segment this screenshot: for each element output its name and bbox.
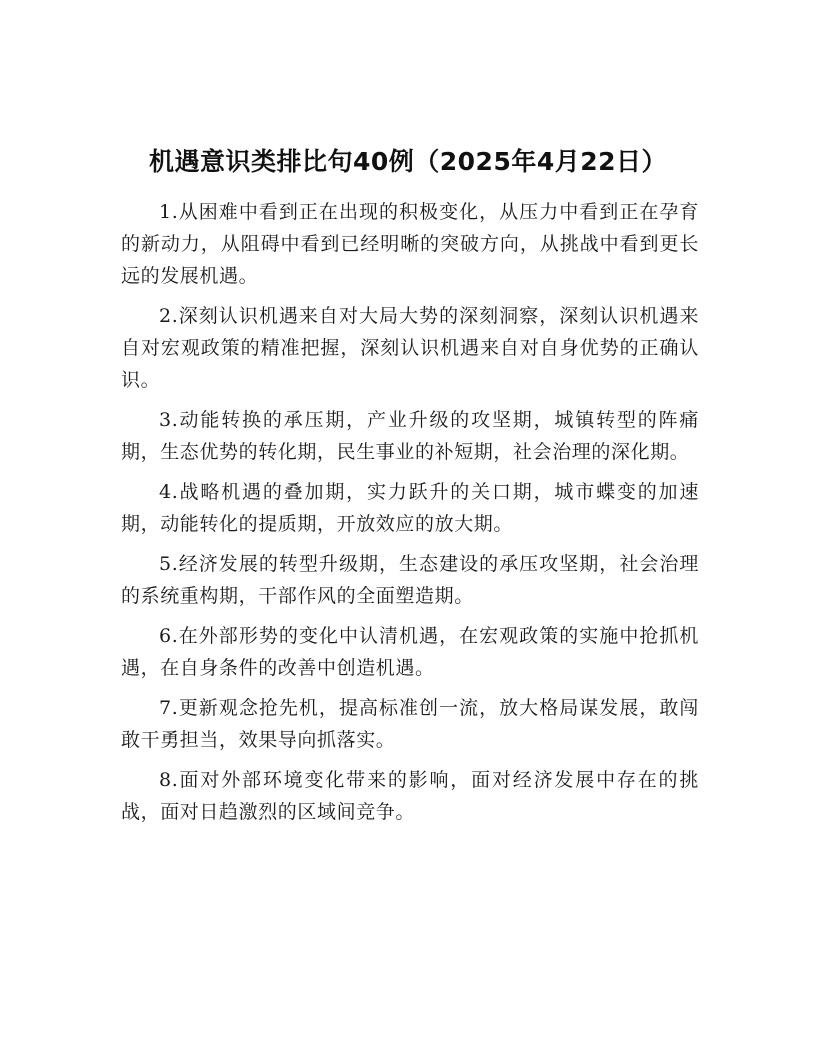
paragraph-1: 1.从困难中看到正在出现的积极变化，从压力中看到正在孕育的新动力，从阻碍中看到已经明晰的突破方向，从挑战中看到更长远的发展机遇。 (121, 201, 699, 287)
document-body (121, 196, 699, 836)
paragraph-4: 4.战略机遇的叠加期，实力跃升的关口期，城市蝶变的加速期，动能转化的提质期，开放效应的放大期。 (121, 481, 699, 535)
paragraph-3: 3.动能转换的承压期，产业升级的攻坚期，城镇转型的阵痛期，生态优势的转化期，民生事业的补短期，社会治理的深化期。 (121, 409, 699, 463)
paragraph-2: 2.深刻认识机遇来自对大局大势的深刻洞察，深刻认识机遇来自对宏观政策的精准把握，深刻认识机遇来自对自身优势的正确认识。 (121, 305, 699, 391)
paragraph-8: 8.面对外部环境变化带来的影响，面对经济发展中存在的挑战，面对日趋激烈的区域间竞争。 (121, 769, 699, 823)
document-title: 机遇意识类排比句40例（2025年4月22日） (148, 147, 668, 176)
paragraph-7: 7.更新观念抢先机，提高标准创一流，放大格局谋发展，敢闯敢干勇担当，效果导向抓落实。 (121, 697, 699, 751)
paragraph-6: 6.在外部形势的变化中认清机遇，在宏观政策的实施中抢抓机遇，在自身条件的改善中创造机遇。 (121, 625, 699, 679)
paragraph-5: 5.经济发展的转型升级期，生态建设的承压攻坚期，社会治理的系统重构期，干部作风的全面塑造期。 (121, 553, 699, 607)
